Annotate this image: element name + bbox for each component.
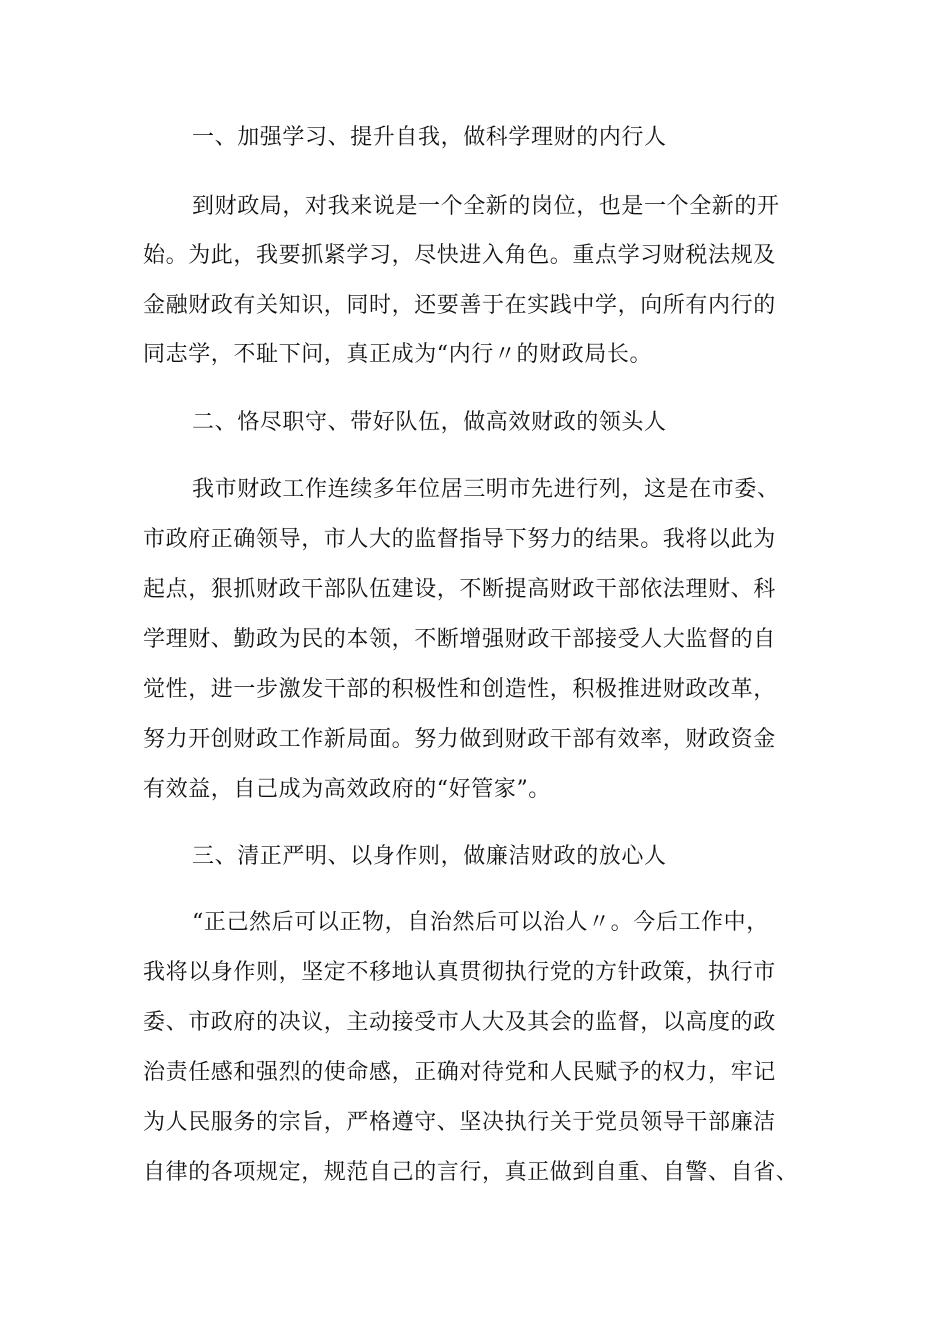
section-heading: 一、加强学习、提升自我，做科学理财的内行人 xyxy=(192,125,667,150)
paragraph-line: 委、市政府的决议，主动接受市人大及其会的监督，以高度的政 xyxy=(143,1010,776,1035)
paragraph-line: 到财政局，对我来说是一个全新的岗位，也是一个全新的开 xyxy=(192,194,780,219)
paragraph-line: 治责任感和强烈的使命感，正确对待党和人民赋予的权力，牢记 xyxy=(143,1060,776,1085)
paragraph-line: 学理财、勤政为民的本领，不断增强财政干部接受人大监督的自 xyxy=(143,627,776,652)
paragraph-line: “正己然后可以正物，自治然后可以治人〃。今后工作中， xyxy=(192,910,769,935)
paragraph-line: 市政府正确领导，市人大的监督指导下努力的结果。我将以此为 xyxy=(143,527,776,552)
paragraph-line: 觉性，进一步激发干部的积极性和创造性，积极推进财政改革， xyxy=(143,677,776,702)
section-heading: 三、清正严明、以身作则，做廉洁财政的放心人 xyxy=(192,844,667,869)
paragraph-line: 我将以身作则，坚定不移地认真贯彻执行党的方针政策，执行市 xyxy=(143,960,776,985)
paragraph-line: 起点，狠抓财政干部队伍建设，不断提高财政干部依法理财、科 xyxy=(143,577,776,602)
paragraph-line: 金融财政有关知识，同时，还要善于在实践中学，向所有内行的 xyxy=(143,293,776,318)
paragraph-line: 始。为此，我要抓紧学习，尽快进入角色。重点学习财税法规及 xyxy=(143,243,776,268)
paragraph-line: 同志学，不耻下问，真正成为“内行〃的财政局长。 xyxy=(143,342,653,367)
paragraph-line: 努力开创财政工作新局面。努力做到财政干部有效率，财政资金 xyxy=(143,727,776,752)
paragraph-line: 自律的各项规定，规范自己的言行，真正做到自重、自警、自省、 xyxy=(143,1160,799,1185)
paragraph-line: 我市财政工作连续多年位居三明市先进行列，这是在市委、 xyxy=(192,477,780,502)
paragraph-line: 有效益，自己成为高效政府的“好管家”。 xyxy=(143,777,551,802)
paragraph-line: 为人民服务的宗旨，严格遵守、坚决执行关于党员领导干部廉洁 xyxy=(143,1110,776,1135)
section-heading: 二、恪尽职守、带好队伍，做高效财政的领头人 xyxy=(192,410,667,435)
